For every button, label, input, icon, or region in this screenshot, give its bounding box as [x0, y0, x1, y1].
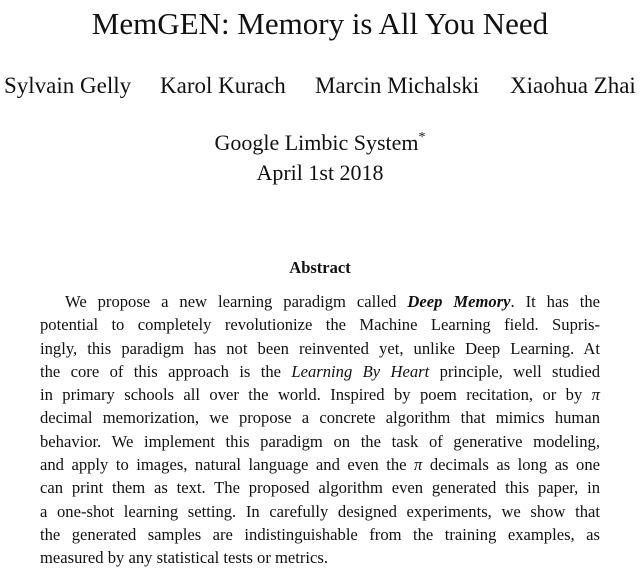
abstract-line [40, 313, 600, 336]
abstract-text: decimals as long as one [422, 455, 600, 475]
abstract-line [40, 430, 600, 453]
abstract-text: in primary schools all over the world. Inspired by poem recitation, or by [40, 385, 592, 405]
affiliation-footnote-mark: * [418, 130, 426, 145]
author-name: Sylvain Gelly [4, 73, 132, 98]
abstract-line [40, 500, 600, 523]
affiliation [0, 128, 640, 158]
abstract-line [40, 337, 600, 360]
abstract-line [40, 476, 600, 499]
author-name: Xiaohua Zhai [510, 73, 636, 98]
abstract-emphasis: Learning By Heart [291, 361, 430, 381]
abstract-line [40, 546, 600, 569]
abstract-text: We propose a new learning paradigm called [65, 292, 408, 311]
abstract-text: measured by any statistical tests or metrics. [40, 548, 329, 568]
affiliation-name: Google Limbic System [214, 130, 419, 155]
publication-date: April 1st 2018 [256, 160, 384, 185]
abstract-text: and apply to images, natural language and even the [40, 455, 415, 475]
abstract-heading: Abstract [289, 258, 351, 277]
abstract-text: can print them as text. The proposed algorithm even generated this paper, in [40, 478, 600, 498]
author-list [0, 70, 640, 102]
abstract-text: the generated samples are indistinguishable from the training examples, as [40, 524, 600, 544]
abstract-emphasis: Deep Memory [407, 292, 511, 311]
abstract-text: . It has the [510, 292, 600, 311]
abstract-line [40, 453, 600, 476]
abstract-body [40, 290, 600, 570]
abstract-text: a one-shot learning setting. In carefully designed experiments, we show that [40, 501, 600, 521]
abstract-text: principle, well studied [429, 361, 600, 381]
abstract-line [40, 406, 600, 429]
abstract-emphasis: π [591, 385, 600, 405]
abstract-line [40, 523, 600, 546]
abstract-text: the core of this approach is the [40, 361, 292, 381]
abstract-line [40, 383, 600, 406]
abstract-line [40, 290, 600, 313]
abstract-line [40, 360, 600, 383]
abstract-emphasis: π [414, 455, 423, 475]
abstract-text: behavior. We implement this paradigm on the task of generative modeling, [40, 431, 600, 451]
author-name: Karol Kurach [160, 73, 286, 98]
abstract-text: ingly, this paradigm has not been reinvented yet, unlike Deep Learning. At [40, 338, 600, 358]
abstract-text: potential to completely revolutionize the Machine Learning field. Supris- [40, 315, 600, 335]
abstract-text: decimal memorization, we propose a concrete algorithm that mimics human [40, 408, 600, 428]
paper-title: MemGEN: Memory is All You Need [91, 6, 549, 41]
author-name: Marcin Michalski [315, 73, 480, 98]
